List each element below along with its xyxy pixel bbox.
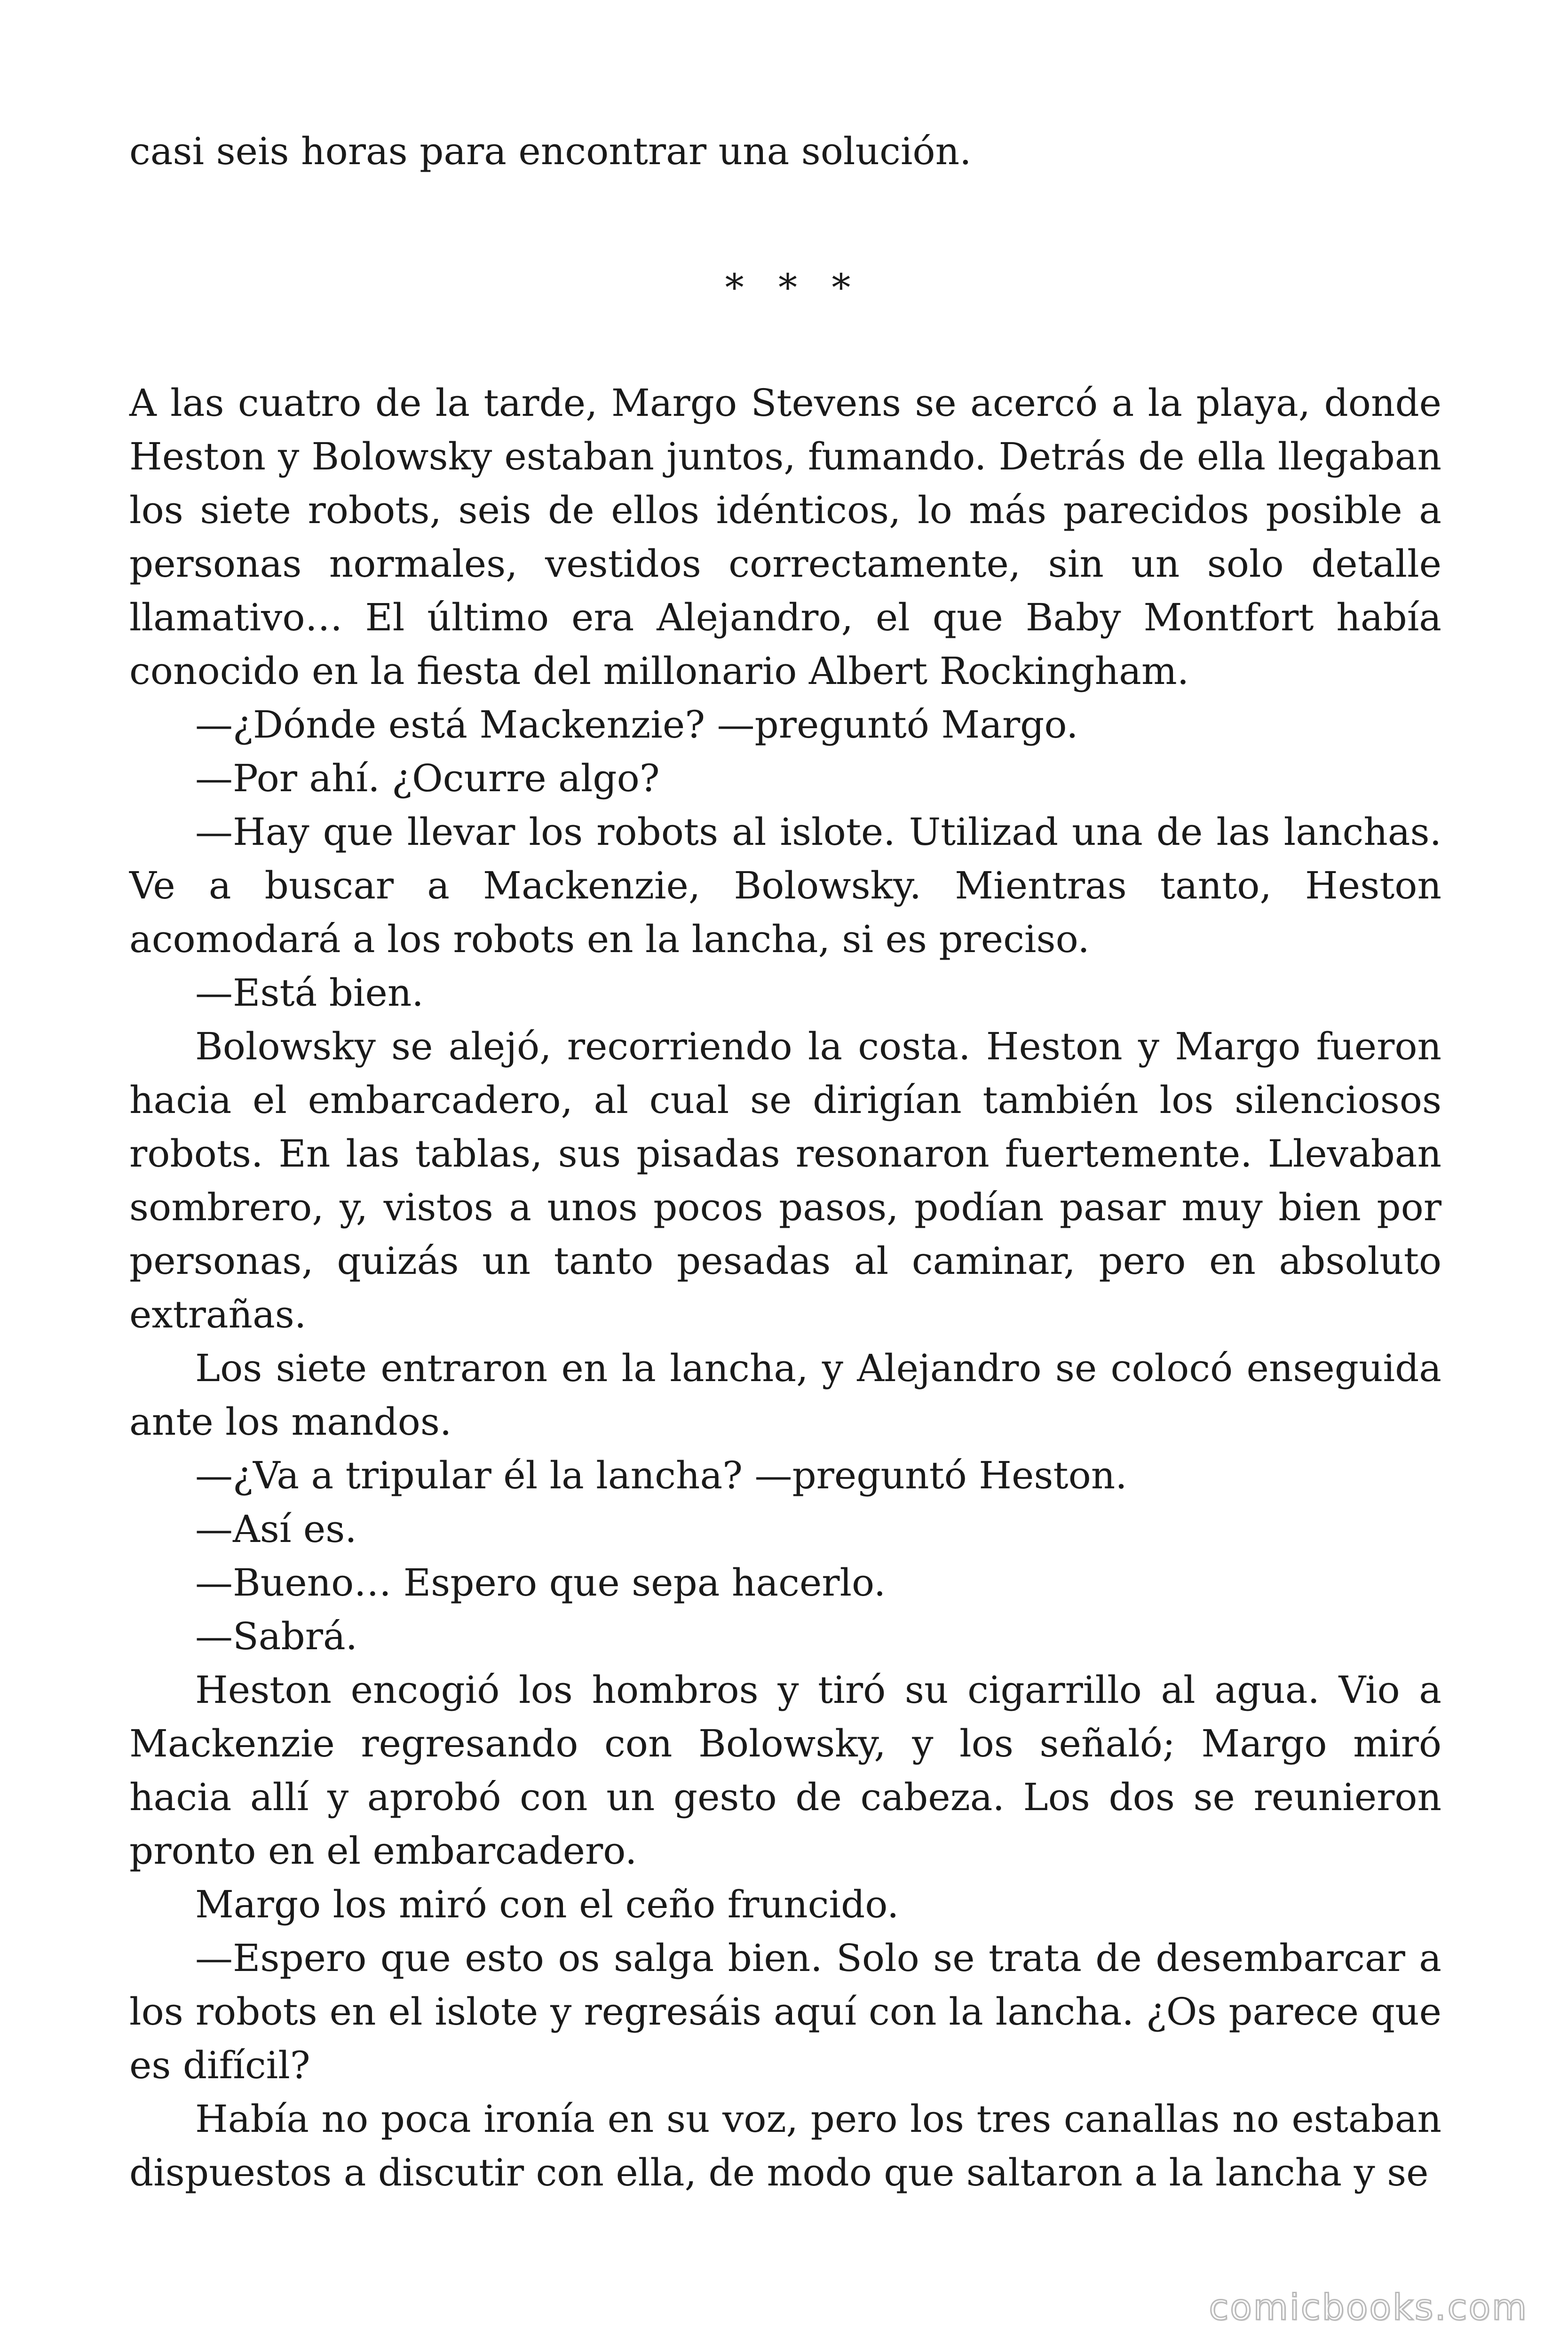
paragraph: Había no poca ironía en su voz, pero los tres canallas no estaban dispuestos a discutir con ella, de modo que saltaron a la lancha y se: [129, 2097, 1441, 2194]
paragraph: —Por ahí. ¿Ocurre algo?: [195, 756, 660, 800]
paragraph: —Bueno… Espero que sepa hacerlo.: [195, 1561, 886, 1605]
section-separator: * * *: [725, 266, 862, 310]
paragraph: —¿Va a tripular él la lancha? —preguntó Heston.: [195, 1454, 1127, 1497]
paragraph: —Así es.: [195, 1507, 357, 1551]
paragraph: —Hay que llevar los robots al islote. Utilizad una de las lanchas. Ve a buscar a Mackenzie, Bolowsky. Mientras tanto, Heston acomodará a los robots en la lancha, si es preciso.: [129, 810, 1441, 961]
paragraph: Bolowsky se alejó, recorriendo la costa. Heston y Margo fueron hacia el embarcadero, al cual se dirigían también los silenciosos robots. En las tablas, sus pisadas resonaron fuertemente. Llevaban sombrero, y, vistos a unos pocos pasos, podían pasar muy bien por personas, quizás un tanto pesadas al caminar, pero en absoluto extrañas.: [129, 1025, 1441, 1336]
paragraph: —Espero que esto os salga bien. Solo se trata de desembarcar a los robots en el islote y regresáis aquí con la lancha. ¿Os parece que es difícil?: [129, 1936, 1441, 2087]
paragraph: Los siete entraron en la lancha, y Alejandro se colocó enseguida ante los mandos.: [129, 1346, 1441, 1444]
paragraph: A las cuatro de la tarde, Margo Stevens se acercó a la playa, donde Heston y Bolowsky estaban juntos, fumando. Detrás de ella llegaban los siete robots, seis de ellos idénticos, lo más parecidos posible a personas normales, vestidos correctamente, sin un solo detalle llamativo… El último era Alejandro, el que Baby Montfort había conocido en la fiesta del millonario Albert Rockingham.: [129, 381, 1441, 693]
paragraph: —¿Dónde está Mackenzie? —preguntó Margo.: [195, 703, 1078, 747]
paragraph: Heston encogió los hombros y tiró su cigarrillo al agua. Vio a Mackenzie regresando con Bolowsky, y los señaló; Margo miró hacia allí y aprobó con un gesto de cabeza. Los dos se reunieron pronto en el embarcadero.: [129, 1668, 1441, 1873]
paragraph: Margo los miró con el ceño fruncido.: [195, 1883, 899, 1926]
watermark: comicbooks.com: [1209, 2286, 1528, 2328]
paragraph: —Está bien.: [195, 971, 424, 1015]
body-text: [129, 376, 1441, 2200]
paragraph: —Sabrá.: [195, 1614, 358, 1658]
opening-line: casi seis horas para encontrar una solución.: [129, 129, 972, 173]
